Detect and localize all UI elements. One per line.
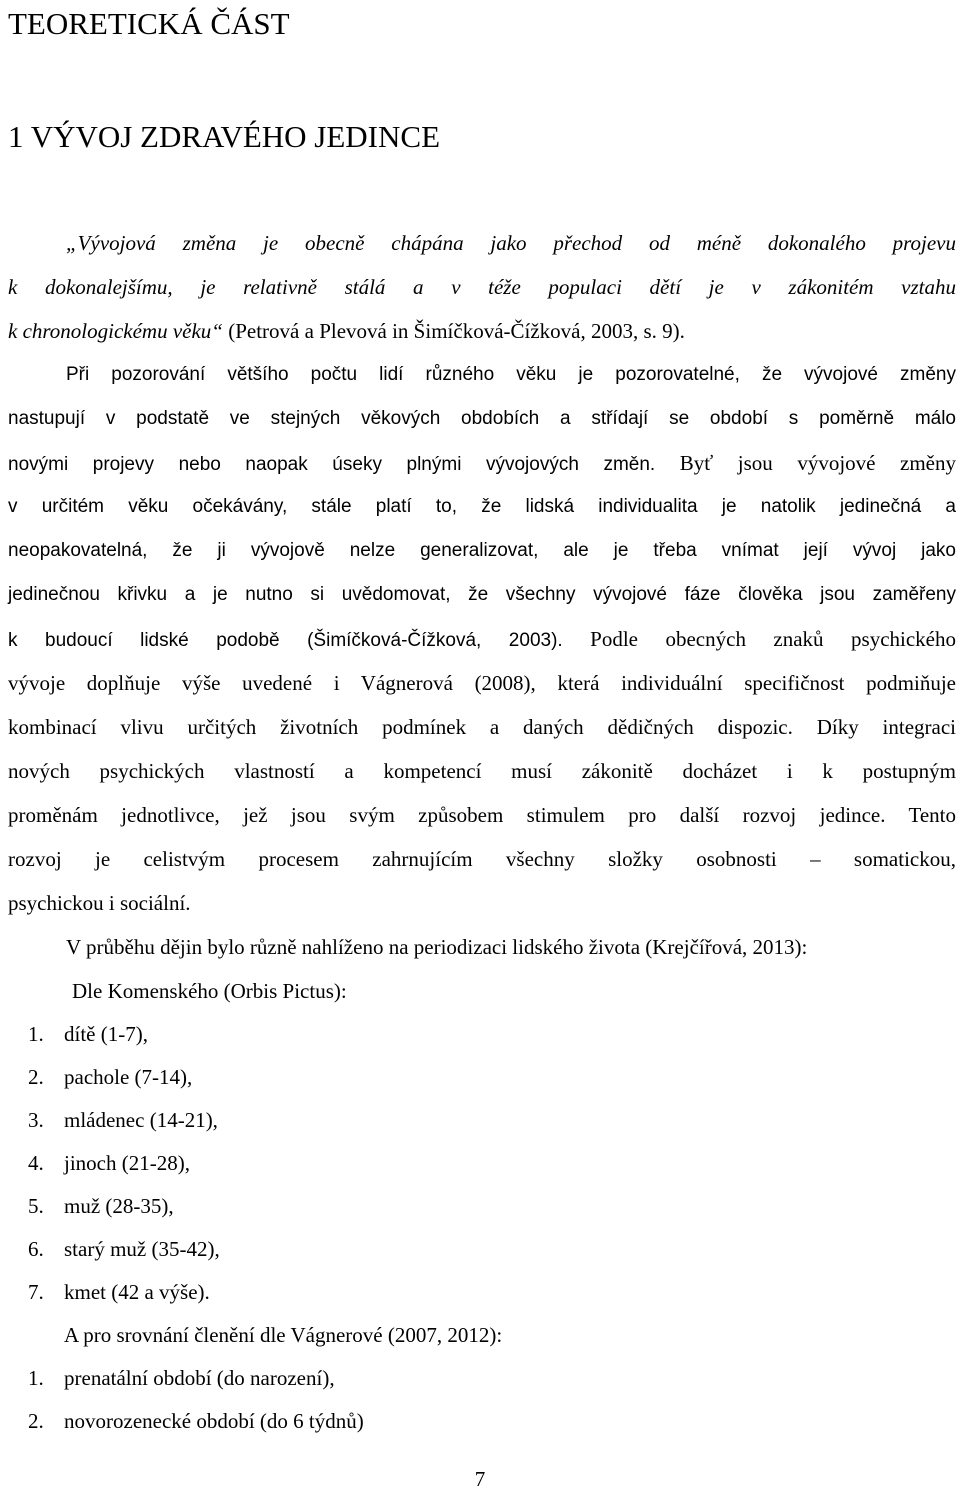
list-text: starý muž (35-42),: [64, 1237, 220, 1261]
paragraph-line: jedinečnou křivku a je nutno si uvědomovat, že všechny vývojové fáze člověka jsou zaměřeny: [8, 584, 956, 605]
list-text: kmet (42 a výše).: [64, 1280, 210, 1304]
paragraph-line: vývoje doplňuje výše uvedené i Vágnerová (2008), která individuální specifičnost podmiňuje: [8, 671, 956, 695]
vagnerova-heading: A pro srovnání členění dle Vágnerové (2007, 2012):: [64, 1323, 503, 1347]
list-text: novorozenecké období (do 6 týdnů): [64, 1409, 364, 1433]
paragraph-line: proměnám jednotlivce, jež jsou svým způsobem stimulem pro další rozvoj jedince. Tento: [8, 803, 956, 827]
list-number: 6.: [28, 1237, 44, 1261]
paragraph-line-mixed: [8, 626, 956, 652]
komensky-heading: Dle Komenského (Orbis Pictus):: [72, 979, 347, 1003]
paragraph-serif-segment: Byť jsou vývojové změny: [679, 451, 957, 475]
periodization-intro: V průběhu dějin bylo různě nahlíženo na periodizaci lidského života (Krejčířová, 2013):: [66, 935, 808, 959]
paragraph-line: rozvoj je celistvým procesem zahrnujícím všechny složky osobnosti – somatickou,: [8, 847, 956, 871]
list-item: [28, 1408, 364, 1434]
list-text: mládenec (14-21),: [64, 1108, 218, 1132]
list-item: [28, 1193, 174, 1219]
list-number: 5.: [28, 1194, 44, 1218]
list-item: [28, 1236, 220, 1262]
part-heading: TEORETICKÁ ČÁST: [8, 6, 290, 41]
paragraph-line: nastupují v podstatě ve stejných věkových obdobích a střídají se období s poměrně málo: [8, 408, 956, 429]
chapter-heading: 1 VÝVOJ ZDRAVÉHO JEDINCE: [8, 119, 441, 154]
quote-line-last: [8, 318, 956, 344]
paragraph-sans-segment: k budoucí lidské podobě (Šimíčková-Čížková, 2003).: [8, 630, 563, 651]
quote-italic-end: k chronologickému věku“: [8, 319, 223, 343]
list-item: [28, 1064, 192, 1090]
paragraph-line: nových psychických vlastností a kompetencí musí zákonitě docházet i k postupným: [8, 759, 956, 783]
list-number: 4.: [28, 1151, 44, 1175]
list-number: 3.: [28, 1108, 44, 1132]
list-text: prenatální období (do narození),: [64, 1366, 335, 1390]
list-number: 7.: [28, 1280, 44, 1304]
list-text: jinoch (21-28),: [64, 1151, 190, 1175]
list-item: [28, 1150, 190, 1176]
list-item: [28, 1279, 210, 1305]
paragraph-line: psychickou i sociální.: [8, 891, 191, 915]
paragraph-sans-segment: novými projevy nebo naopak úseky plnými vývojových změn.: [8, 454, 656, 475]
list-text: dítě (1-7),: [64, 1022, 148, 1046]
paragraph-line: neopakovatelná, že ji vývojově nelze generalizovat, ale je třeba vnímat její vývoj jako: [8, 540, 956, 561]
list-number: 2.: [28, 1065, 44, 1089]
quote-line: k dokonalejšímu, je relativně stálá a v téže populaci dětí je v zákonitém vztahu: [8, 275, 956, 299]
list-text: muž (28-35),: [64, 1194, 174, 1218]
list-text: pachole (7-14),: [64, 1065, 193, 1089]
paragraph-line-mixed: [8, 450, 956, 476]
list-number: 2.: [28, 1409, 44, 1433]
list-item: [28, 1365, 335, 1391]
paragraph-line: v určitém věku očekávány, stále platí to, že lidská individualita je natolik jedinečná a: [8, 496, 956, 517]
list-number: 1.: [28, 1022, 44, 1046]
list-item: [28, 1107, 218, 1133]
paragraph-line: Při pozorování většího počtu lidí různého věku je pozorovatelné, že vývojové změny: [66, 364, 956, 385]
paragraph-line: kombinací vlivu určitých životních podmínek a daných dědičných dispozic. Díky integraci: [8, 715, 956, 739]
page-number: 7: [474, 1467, 486, 1491]
list-item: [28, 1021, 148, 1047]
quote-citation: (Petrová a Plevová in Šimíčková-Čížková, 2003, s. 9).: [222, 319, 685, 343]
paragraph-serif-segment: Podle obecných znaků psychického: [590, 627, 957, 651]
list-number: 1.: [28, 1366, 44, 1390]
quote-line: „Vývojová změna je obecně chápána jako přechod od méně dokonalého projevu: [66, 231, 956, 255]
